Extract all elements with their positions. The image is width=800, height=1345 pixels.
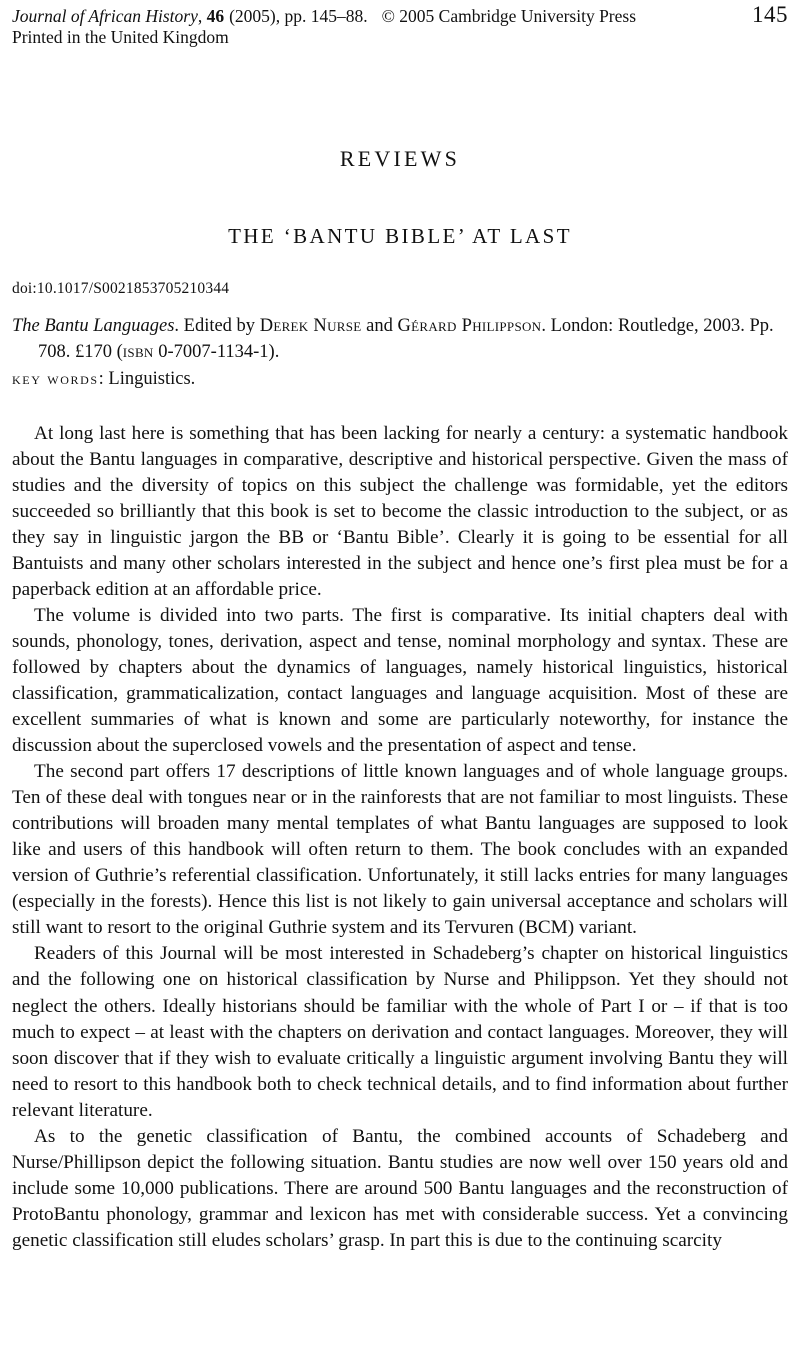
book-title: The Bantu Languages xyxy=(12,316,175,336)
body-paragraph: The volume is divided into two parts. The first is comparative. Its initial chapters deal with sounds, phonology, tones, derivation, aspect and tense, nominal morphology and syntax. These are followed by chapters about the dynamics of languages, namely historical linguistics, historical classification, grammaticalization, contact languages and language acquisition. Most of these are excellent summaries of what is known and some are particularly noteworthy, for instance the discussion about the superclosed vowels and the presentation of aspect and tense. xyxy=(12,604,788,757)
keywords-value: Linguistics. xyxy=(108,369,196,389)
editor-name-one: Derek Nurse xyxy=(259,316,362,336)
year-and-pages: (2005), pp. 145–88. xyxy=(229,6,368,26)
volume-number: 46 xyxy=(206,6,225,26)
body-paragraph: As to the genetic classification of Bantu, the combined accounts of Schadeberg and Nurse/Phillipson depict the following situation. Bantu studies are now well over 150 years old and include some 10,000 publications. There are around 500 Bantu languages and the reconstruction of ProtoBantu phonology, grammar and lexicon has met with considerable success. Yet a convincing genetic classification still eludes scholars’ grasp. In part this is due to the continuing scarcity xyxy=(12,1125,788,1251)
page-number: 145 xyxy=(752,2,788,27)
doi-line: doi:10.1017/S0021853705210344 xyxy=(12,280,230,297)
isbn-label: isbn xyxy=(122,341,154,362)
running-head-line-2: Printed in the United Kingdom xyxy=(12,27,229,47)
keywords-line xyxy=(12,366,788,393)
review-title: THE ‘BANTU BIBLE’ AT LAST xyxy=(228,224,572,248)
copyright-notice: © 2005 Cambridge University Press xyxy=(381,6,637,26)
review-body xyxy=(12,421,788,1255)
journal-name: Journal of African History xyxy=(12,6,198,26)
body-paragraph: The second part offers 17 descriptions of little known languages and of whole language groups. Ten of these deal with tongues near or in the rainforests that are not familiar to most linguists. These contributions will broaden many mental templates of what Bantu languages are supposed to look like and users of this handbook will often return to them. The book concludes with an expanded version of Guthrie’s referential classification. Unfortunately, it still lacks entries for many languages (especially in the forests). Hence this list is not likely to gain universal acceptance and scholars will still want to resort to the original Guthrie system and its Tervuren (BCM) variant. xyxy=(12,761,788,939)
running-head-comma: , xyxy=(197,6,207,26)
edited-by-label: . Edited by xyxy=(174,316,260,336)
keywords-label: key words xyxy=(12,369,99,388)
book-citation xyxy=(12,314,788,365)
editor-conjunction: and xyxy=(361,316,398,336)
body-paragraph: At long last here is something that has been lacking for nearly a century: a systematic handbook about the Bantu languages in comparative, descriptive and historical perspective. Given the mass of studies and the diversity of topics on this subject the challenge was formidable, yet the editors succeeded so brilliantly that this book is set to become the classic introduction to the subject, or as they say in linguistic jargon the BB or ‘Bantu Bible’. Clearly it is going to be essential for all Bantuists and many other scholars interested in the subject and hence one’s first plea must be for a paperback edition at an affordable price. xyxy=(12,422,788,600)
editor-name-two: Gérard Philippson xyxy=(397,316,542,336)
running-head-line-1 xyxy=(12,2,788,27)
section-heading: REVIEWS xyxy=(339,146,461,171)
body-paragraph: Readers of this Journal will be most interested in Schadeberg’s chapter on historical linguistics and the following one on historical classification by Nurse and Philippson. Yet they should not neglect the others. Ideally historians should be familiar with the whole of Part I or – if that is too much to expect – at least with the chapters on derivation and contact languages. Moreover, they will soon discover that if they wish to evaluate critically a linguistic argument involving Bantu they will need to resort to this handbook both to check technical details, and to find information about further relevant literature. xyxy=(12,943,788,1121)
running-head xyxy=(12,2,788,48)
publisher-imprint: . London: Routledge, 2003. Pp. 708. £170 ( xyxy=(38,316,774,362)
isbn-value: 0-7007-1134-1). xyxy=(153,341,280,362)
keywords-separator: : xyxy=(98,369,109,389)
